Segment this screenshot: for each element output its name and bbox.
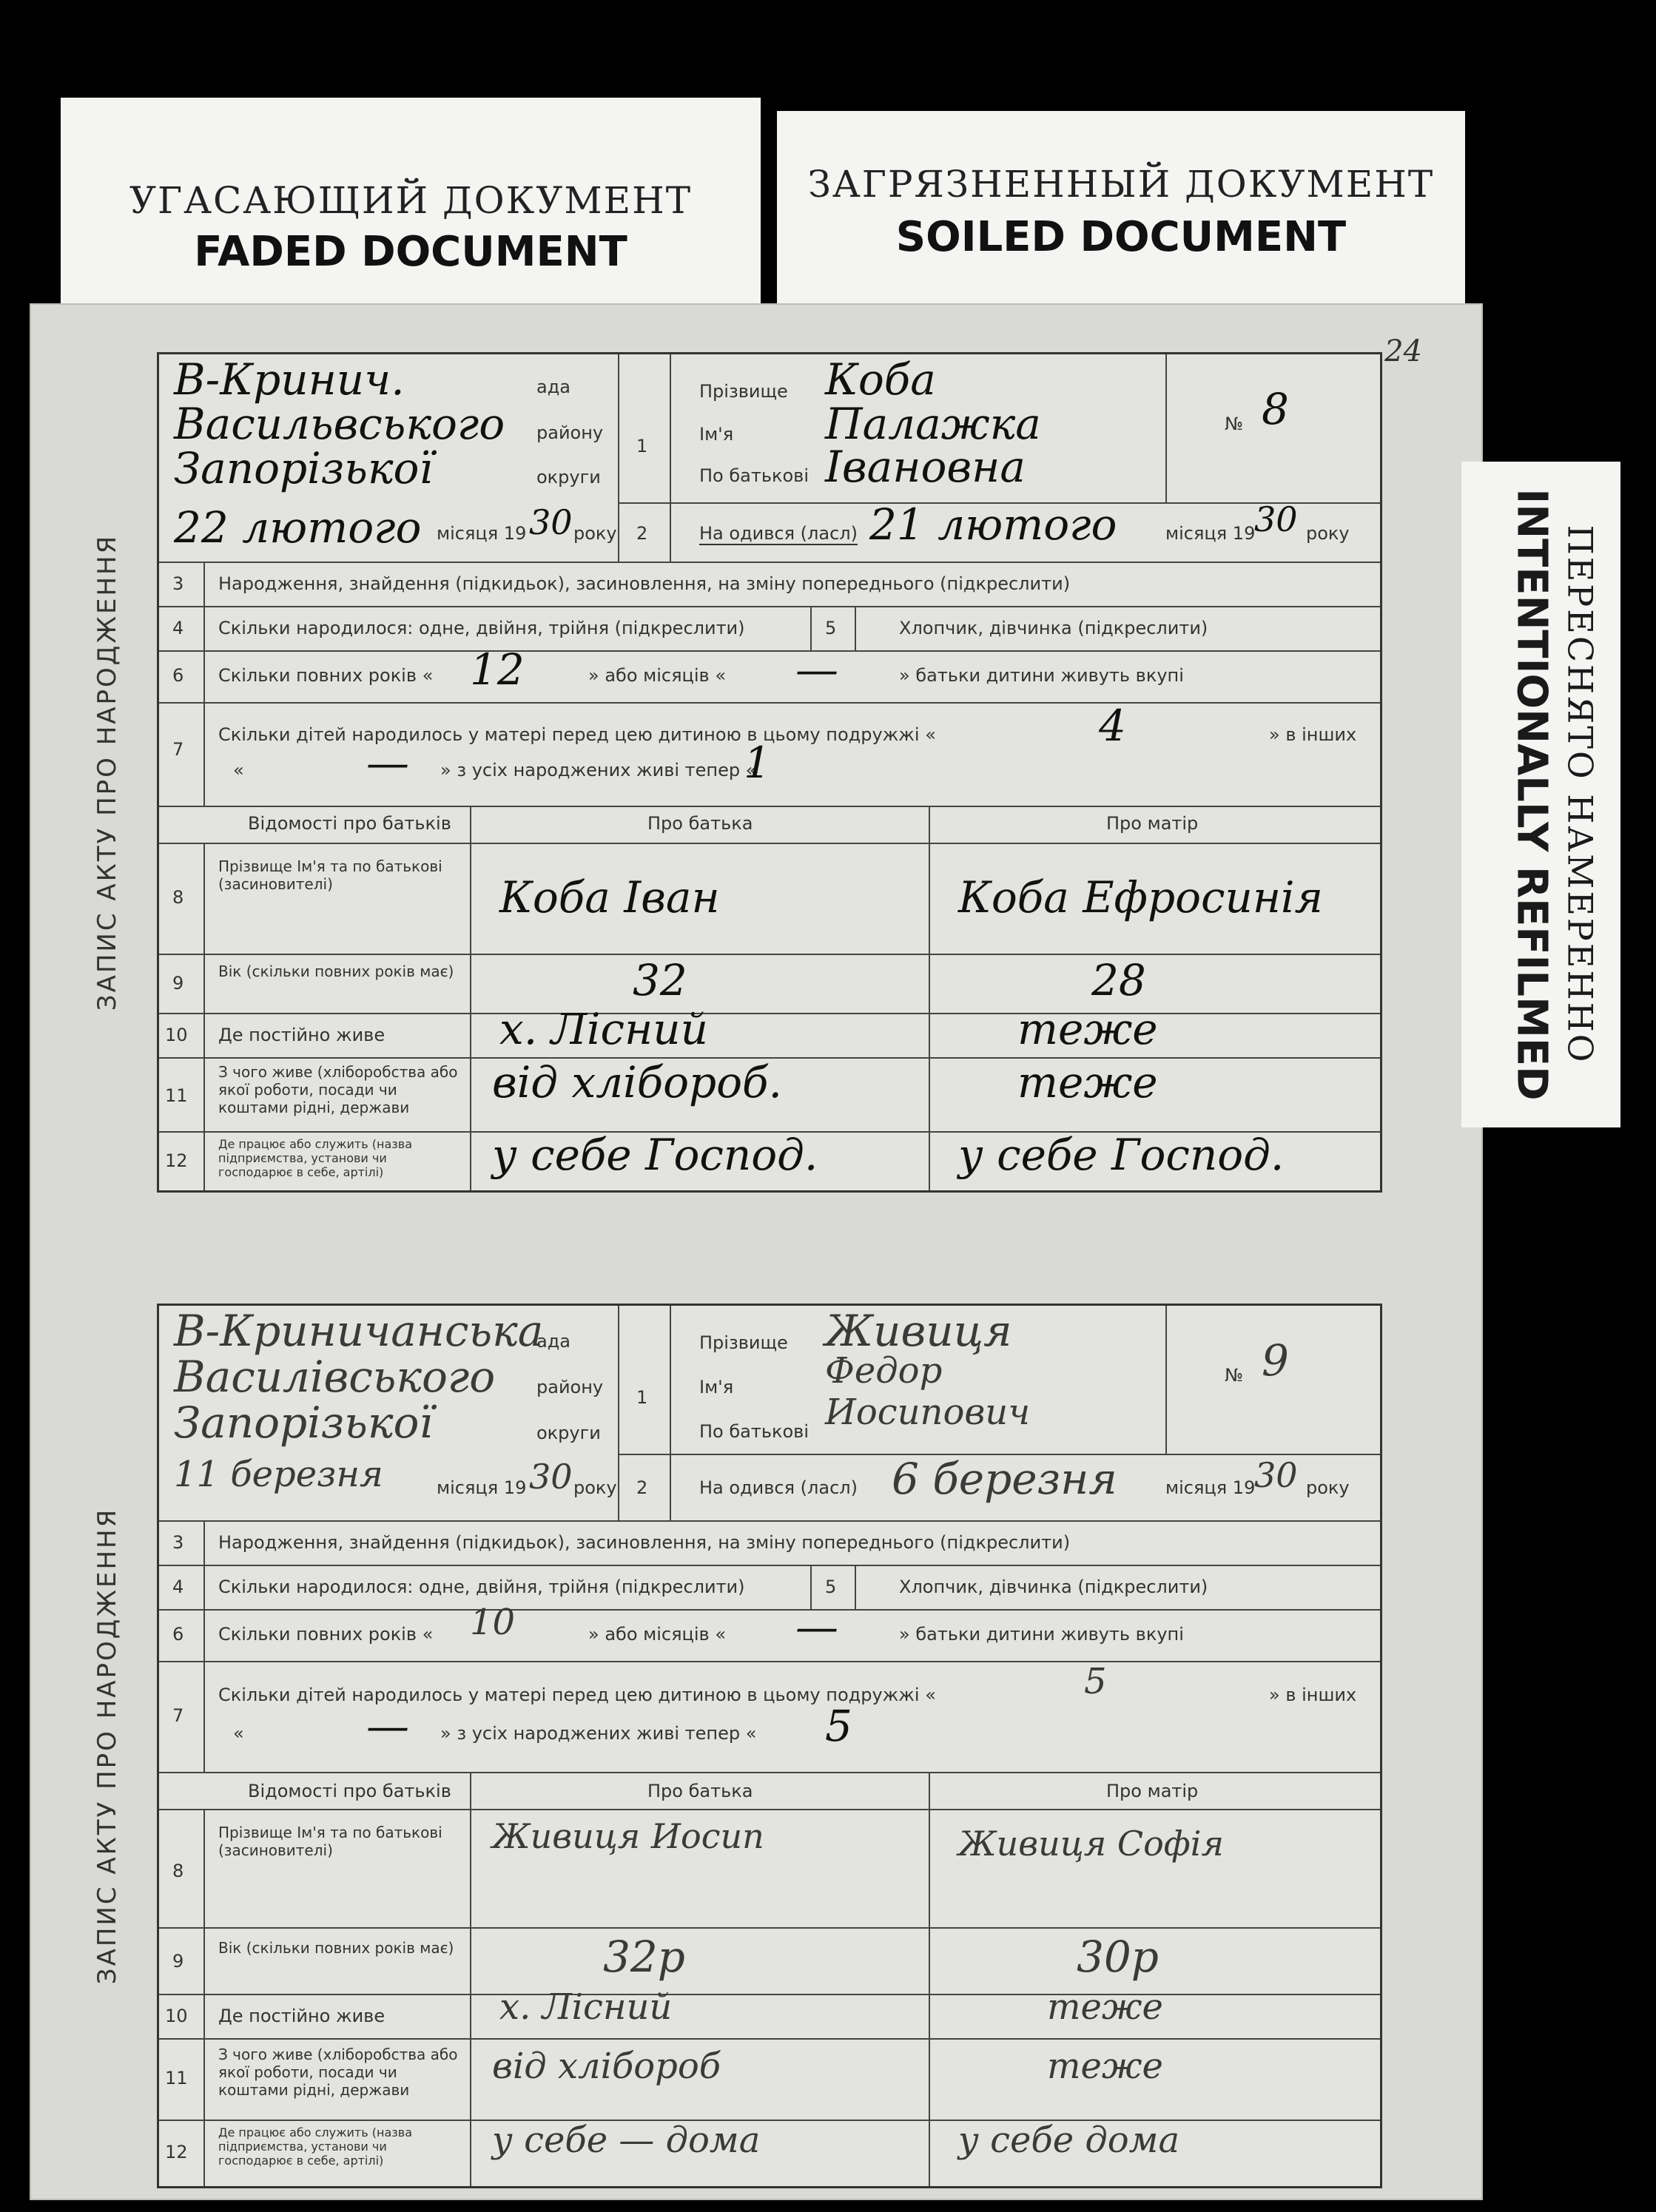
birth-year-label: року [1306,523,1350,544]
register-page [30,303,1483,2200]
act2-reg-day: 11 березня [174,1454,383,1495]
soiled-slip-en: SOILED DOCUMENT [895,213,1347,261]
r10-label-2: Де постійно живе [218,2006,386,2026]
row6-b: » або місяців « [588,665,726,686]
parents-header: Відомості про батьків [248,813,451,834]
act1-father-lives: х. Лісний [499,1004,708,1054]
act1-reg-day: 22 лютого [174,502,422,553]
side-title: ЗАПИС АКТУ ПРО НАРОДЖЕННЯ [92,533,122,1011]
act1-alive: 1 [744,738,771,788]
act1-mother-name: Коба Ефросинія [958,872,1323,923]
born-label-2: На одився (ласл) [699,1477,858,1498]
act1-reg-year: 30 [529,502,573,542]
act1-mother-lives: теже [1017,1004,1158,1054]
surname-label: Прізвище [699,381,788,402]
r9-label-2: Вік (скільки повних років має) [218,1939,454,1957]
act1-mother-income: теже [1017,1057,1158,1107]
r8-label-2: Прізвище Ім'я та по батькові (засиновителі) [218,1824,442,1859]
act2-reg-year: 30 [529,1457,573,1497]
act2-father-work: у себе — дома [492,2120,761,2161]
patronymic-label: По батькові [699,465,809,486]
side-title-2: ЗАПИС АКТУ ПРО НАРОДЖЕННЯ [92,1507,122,1985]
act2-alive: 5 [825,1701,852,1751]
roku-label-2: року [573,1477,617,1498]
faded-document-slip [61,98,761,320]
act2-village: В-Криничанська [174,1306,544,1356]
row5-text: Хлопчик, дівчинка (підкреслити) [899,618,1208,638]
rada-label: ада [536,377,571,397]
act1-father-age: 32 [633,955,687,1005]
row5-text-2: Хлопчик, дівчинка (підкреслити) [899,1577,1208,1597]
row4-text: Скільки народилося: одне, двійня, трійня (підкреслити) [218,618,745,638]
act1-father-work: у себе Господ. [492,1130,818,1180]
row3-text-2: Народження, знайдення (підкидьок), засиновлення, на зміну попереднього (підкреслити) [218,1532,1071,1553]
row6-a: Скільки повних років « [218,665,434,686]
birth-month-label: місяця 19 [1165,523,1256,544]
act1-no: 8 [1262,384,1289,434]
act2-patronymic: Иосипович [825,1392,1031,1433]
act1-village: В-Кринич. [174,354,405,405]
raion-label: району [536,422,604,443]
refilmed-slip-ru: ПЕРЕСНЯТО НАМЕРЕННО [1560,525,1600,1065]
soiled-slip-ru: ЗАГРЯЗНЕННЫЙ ДОКУМЕНТ [807,163,1435,206]
no-label: № [1225,414,1243,434]
act1-district: Васильвського [174,399,505,449]
act1-name: Палажка [825,399,1041,449]
mother-header-2: Про матір [1106,1781,1199,1801]
act2-father-name: Живиця Иосип [492,1816,764,1856]
row7-b: » в інших [1269,724,1357,745]
act2-children-before: 5 [1084,1661,1107,1702]
row7-a: Скільки дітей народилось у матері перед цею дитиною в цьому подружжі « [218,724,936,745]
okruh-label-2: округи [536,1423,601,1443]
name-label-2: Ім'я [699,1377,734,1397]
row7-a-2: Скільки дітей народилось у матері перед цею дитиною в цьому подружжі « [218,1685,936,1705]
act2-father-age: 32р [603,1932,685,1982]
act2-birth-day: 6 березня [892,1454,1117,1504]
row6-c-2: » батьки дитини живуть вкупі [899,1624,1184,1645]
parents-header-2: Відомості про батьків [248,1781,451,1801]
act1-mother-work: у себе Господ. [958,1130,1285,1180]
row7-b-2: » в інших [1269,1685,1357,1705]
row7-d: » з усіх народжених живі тепер « [440,760,757,780]
act1-months: — [795,644,838,695]
r12-label-2: Де працює або служить (назва підприємства, установи чи господарює в себе, артілі) [218,2125,413,2168]
row3-text: Народження, знайдення (підкидьок), засиновлення, на зміну попереднього (підкреслити) [218,573,1071,594]
name-label: Ім'я [699,424,734,445]
act1-father-income: від хлібороб. [492,1057,782,1107]
row6-a-2: Скільки повних років « [218,1624,434,1645]
father-header: Про батька [647,813,753,834]
misiatsia-label: місяця 19 [437,523,527,544]
birth-year-label-2: року [1306,1477,1350,1498]
mother-header: Про матір [1106,813,1199,834]
act2-district: Василівського [174,1352,496,1402]
row4-text-2: Скільки народилося: одне, двійня, трійня (підкреслити) [218,1577,745,1597]
raion-label-2: району [536,1377,604,1397]
act1-patronymic: Івановна [825,442,1026,492]
surname-label-2: Прізвище [699,1332,788,1353]
r8-label: Прізвище Ім'я та по батькові (засиновителі) [218,857,442,893]
row7-c: « [233,760,244,780]
r10-label: Де постійно живе [218,1025,386,1045]
faded-slip-en: FADED DOCUMENT [194,228,627,276]
act2-surname: Живиця [825,1306,1012,1356]
act1-mother-age: 28 [1091,955,1146,1005]
act1-birth-day: 21 лютого [869,499,1117,550]
refilmed-slip-en: INTENTIONALLY REFILMED [1507,488,1555,1101]
act2-mother-age: 30р [1077,1932,1159,1982]
act1-children-before: 4 [1099,701,1126,751]
act1-father-name: Коба Іван [499,872,720,923]
act2-other: — [366,1701,409,1751]
act2-mother-name: Живиця Софія [958,1824,1224,1864]
birth-month-label-2: місяця 19 [1165,1477,1256,1498]
act2-years: 10 [470,1602,516,1643]
soiled-document-slip [777,111,1465,311]
act2-father-income: від хлібороб [492,2046,721,2087]
no-label-2: № [1225,1365,1243,1386]
faded-slip-ru: УГАСАЮЩИЙ ДОКУМЕНТ [129,179,693,222]
act2-mother-lives: теже [1047,1986,1163,2028]
act2-mother-income: теже [1047,2046,1163,2087]
rada-label-2: ада [536,1331,571,1352]
born-label: На одився (ласл) [699,523,858,544]
act1-surname: Коба [825,354,936,405]
act2-okrug: Запорізької [174,1397,433,1448]
okruh-label: округи [536,467,601,488]
r11-label: З чого живе (хліборобства або якої роботи, посади чи коштами рідні, держави [218,1063,458,1116]
row6-b-2: » або місяців « [588,1624,726,1645]
act2-no: 9 [1262,1335,1289,1386]
misiatsia-label-2: місяця 19 [437,1477,527,1498]
page-number: 24 [1384,334,1422,368]
patronymic-label-2: По батькові [699,1421,809,1442]
act1-other: — [366,738,409,788]
r12-label: Де працює або служить (назва підприємства, установи чи господарює в себе, артілі) [218,1137,413,1179]
r11-label-2: З чого живе (хліборобства або якої роботи, посади чи коштами рідні, держави [218,2046,458,2099]
birth-act-1: ЗАПИС АКТУ ПРО НАРОДЖЕННЯ В-Кринич. ада Васильвського району Запорізької округи 22 лютого місяця 19 30 року 1 Прізвище Коба Ім'я Палажка По батькові Івановна № 8 2 На одився (ласл) 21 лютого місяця 19 30 року 3 Народження, знайдення (підкидьок), засиновлення, на зміну попереднього (підкреслити) 4 Скільки народилося: одне, двійня, трійня (підкреслити) 5 Хлопчик, дівчинка (підкреслити) 6 Скільки повних років « 12 » або місяців « — » батьки дитини живуть вкупі 7 Скільки дітей народилось у матері перед цею дитиною в цьому подружжі « 4 » в інших « — » з усіх народжених живі тепер « 1 Відомості про батьків Про батька Про матір 8 Прізвище Ім'я та по батькові (засиновителі) Коба Іван Коба Ефросинія 9 Вік (скільки повних років має) 32 28 10 Де постійно живе х. Лісний теже 11 З чого живе (хліборобства або якої роботи, посади чи коштами рідні, держави від хлібороб. теже 12 Де працює або служить (назва підприємства, установи чи господарює в себе, артілі) у себе Господ. у себе Господ. [157,352,1382,1193]
row7-d-2: » з усіх народжених живі тепер « [440,1723,757,1744]
r9-label: Вік (скільки повних років має) [218,962,454,980]
act2-father-lives: х. Лісний [499,1986,673,2028]
act1-birth-year: 30 [1254,499,1298,539]
row7-c-2: « [233,1723,244,1744]
act2-birth-year: 30 [1254,1455,1298,1495]
father-header-2: Про батька [647,1781,753,1801]
act2-name: Федор [825,1350,943,1392]
act1-years: 12 [470,644,525,695]
roku-label: року [573,523,617,544]
act2-months: — [795,1602,838,1652]
act2-mother-work: у себе дома [958,2120,1180,2161]
act1-okrug: Запорізької [174,443,433,493]
refilmed-slip [1461,462,1620,1127]
birth-act-2: ЗАПИС АКТУ ПРО НАРОДЖЕННЯ В-Криничанська ада Василівського району Запорізької округи 11 березня місяця 19 30 року 1 Прізвище Живиця Ім'я Федор По батькові Иосипович № 9 2 На одився (ласл) 6 березня місяця 19 30 року 3 Народження, знайдення (підкидьок), засиновлення, на зміну попереднього (підкреслити) 4 Скільки народилося: одне, двійня, трійня (підкреслити) 5 Хлопчик, дівчинка (підкреслити) 6 Скільки повних років « 10 » або місяців « — » батьки дитини живуть вкупі 7 Скільки дітей народилось у матері перед цею дитиною в цьому подружжі « 5 » в інших « — » з усіх народжених живі тепер « 5 Відомості про батьків Про батька Про матір 8 Прізвище Ім'я та по батькові (засиновителі) Живиця Иосип Живиця Софія 9 Вік (скільки повних років має) 32р 30р 10 Де постійно живе х. Лісний теже 11 З чого живе (хліборобства або якої роботи, посади чи коштами рідні, держави від хлібороб теже 12 Де працює або служить (назва підприємства, установи чи господарює в себе, артілі) у себе — дома у себе дома [157,1304,1382,2188]
row6-c: » батьки дитини живуть вкупі [899,665,1184,686]
